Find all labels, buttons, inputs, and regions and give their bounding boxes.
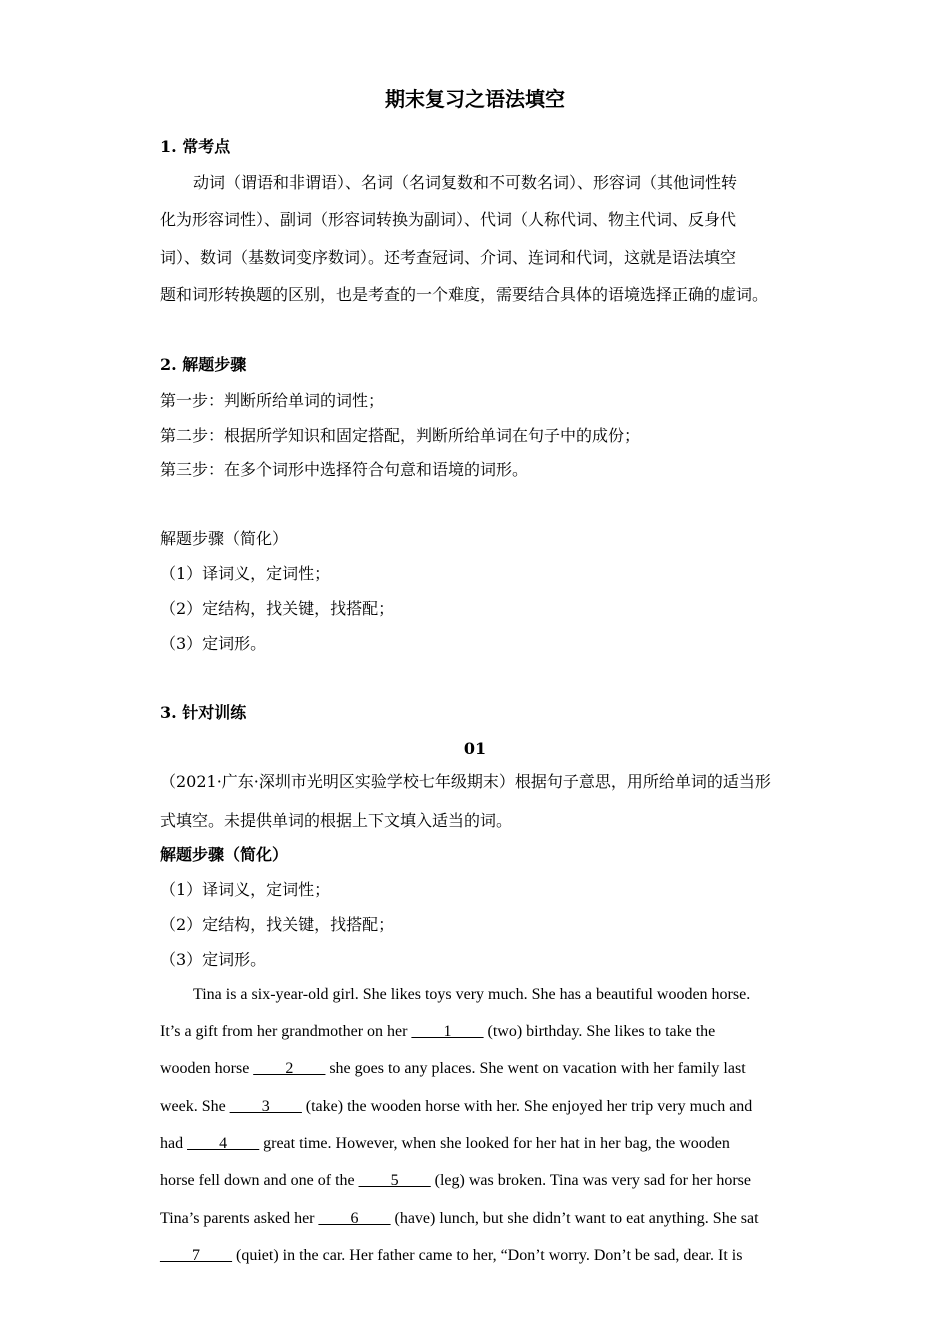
section-1-line: 词）、数词（基数词变序数词）。还考查冠词、介词、连词和代词，这就是语法填空 bbox=[160, 248, 737, 267]
passage-line bbox=[160, 1134, 730, 1154]
blank-5: ____5____ bbox=[358, 1172, 431, 1189]
simplified-step-3: （3）定词形。 bbox=[160, 634, 267, 653]
exercise-simplified-step-2: （2）定结构，找关键，找搭配； bbox=[160, 915, 395, 934]
step-3: 第三步：在多个词形中选择符合句意和语境的词形。 bbox=[160, 460, 529, 479]
exercise-simplified-step-1: （1）译词义，定词性； bbox=[160, 880, 331, 899]
exercise-simplified-step-3: （3）定词形。 bbox=[160, 950, 267, 969]
blank-4: ____4____ bbox=[187, 1135, 260, 1152]
section-2-heading: 2. 解题步骤 bbox=[160, 355, 247, 374]
passage-line bbox=[160, 1209, 759, 1229]
passage-line bbox=[160, 1246, 742, 1266]
blank-1: ____1____ bbox=[411, 1023, 484, 1040]
passage-line bbox=[160, 1022, 715, 1042]
passage-text: she goes to any places. She went on vacation with her family last bbox=[325, 1060, 746, 1077]
passage-text: (take) the wooden horse with her. She enjoyed her trip very much and bbox=[301, 1098, 753, 1115]
blank-6: ____6____ bbox=[318, 1210, 391, 1227]
section-1-line: 化为形容词性）、副词（形容词转换为副词）、代词（人称代词、物主代词、反身代 bbox=[160, 210, 737, 229]
passage-text: Tina’s parents asked her bbox=[160, 1210, 319, 1227]
passage-line bbox=[160, 1059, 746, 1079]
blank-2: ____2____ bbox=[253, 1060, 326, 1077]
blank-7: ____7____ bbox=[160, 1247, 232, 1264]
blank-3: ____3____ bbox=[229, 1098, 302, 1115]
passage-text: horse fell down and one of the bbox=[160, 1172, 359, 1189]
passage-text: Tina is a six-year-old girl. She likes toys very much. She has a beautiful wooden horse. bbox=[193, 986, 751, 1003]
exercise-intro: （2021·广东·深圳市光明区实验学校七年级期末）根据句子意思，用所给单词的适当形 bbox=[160, 772, 771, 791]
step-2: 第二步：根据所学知识和固定搭配，判断所给单词在句子中的成份； bbox=[160, 426, 641, 445]
step-1: 第一步：判断所给单词的词性； bbox=[160, 391, 385, 410]
passage-text: It’s a gift from her grandmother on her bbox=[160, 1023, 412, 1040]
section-3-heading: 3. 针对训练 bbox=[160, 703, 247, 722]
exercise-simplified-heading: 解题步骤（简化） bbox=[160, 845, 289, 864]
passage-text: (quiet) in the car. Her father came to her, “Don’t worry. Don’t be sad, dear. It is bbox=[232, 1247, 743, 1264]
passage-text: had bbox=[160, 1135, 188, 1152]
passage-line bbox=[160, 1097, 752, 1117]
passage-text: great time. However, when she looked for her hat in her bag, the wooden bbox=[259, 1135, 730, 1152]
passage-line bbox=[193, 985, 750, 1005]
simplified-heading: 解题步骤（简化） bbox=[160, 529, 289, 548]
passage-text: (leg) was broken. Tina was very sad for her horse bbox=[430, 1172, 751, 1189]
exercise-number: 01 bbox=[463, 739, 487, 758]
passage-text: (have) lunch, but she didn’t want to eat anything. She sat bbox=[390, 1210, 759, 1227]
passage-line bbox=[160, 1171, 751, 1191]
passage-text: wooden horse bbox=[160, 1060, 254, 1077]
passage-text: week. She bbox=[160, 1098, 230, 1115]
page-title: 期末复习之语法填空 bbox=[385, 87, 565, 111]
simplified-step-1: （1）译词义，定词性； bbox=[160, 564, 331, 583]
section-1-line: 动词（谓语和非谓语）、名词（名词复数和不可数名词）、形容词（其他词性转 bbox=[193, 173, 738, 192]
section-1-heading: 1. 常考点 bbox=[160, 137, 231, 156]
exercise-intro: 式填空。未提供单词的根据上下文填入适当的词。 bbox=[160, 811, 513, 830]
passage-text: (two) birthday. She likes to take the bbox=[483, 1023, 716, 1040]
section-1-line: 题和词形转换题的区别，也是考查的一个难度，需要结合具体的语境选择正确的虚词。 bbox=[160, 285, 769, 304]
simplified-step-2: （2）定结构，找关键，找搭配； bbox=[160, 599, 395, 618]
